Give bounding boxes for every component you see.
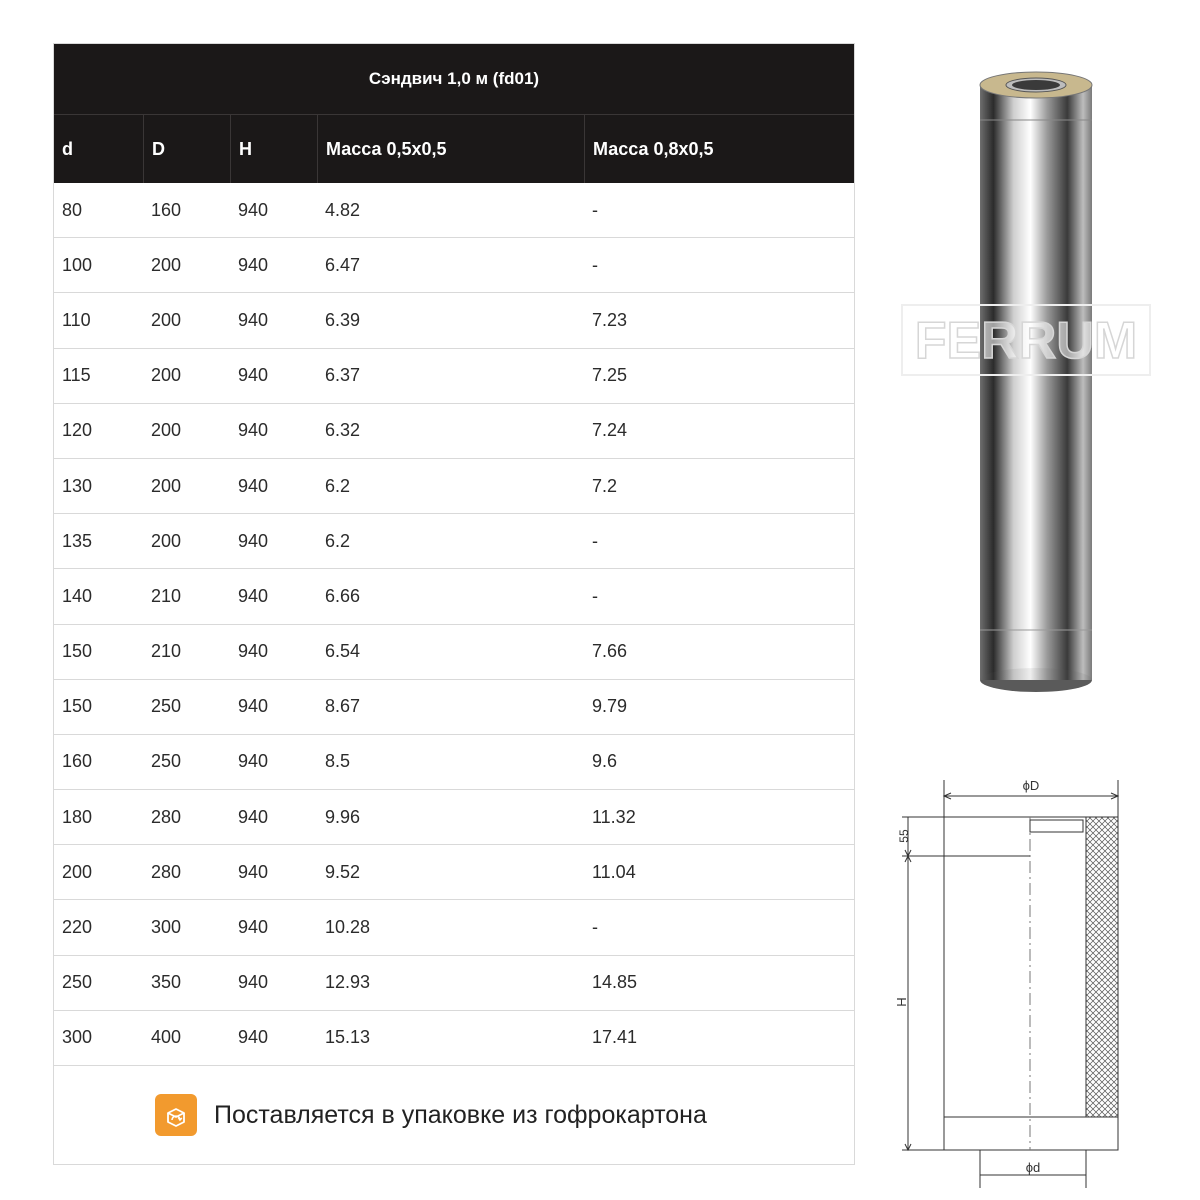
column-header: H	[230, 115, 317, 183]
spec-table	[53, 43, 855, 1165]
table-cell: 7.66	[592, 641, 628, 662]
table-cell: 110	[62, 309, 91, 330]
table-row	[54, 404, 854, 459]
table-cell: 6.54	[325, 641, 361, 662]
table-cell: 9.6	[592, 751, 618, 772]
table-cell: 100	[62, 254, 93, 275]
table-row	[54, 1011, 854, 1066]
table-cell: 940	[238, 420, 269, 441]
pipe-body	[980, 72, 1092, 692]
table-cell: 940	[238, 199, 269, 220]
table-cell: -	[592, 585, 598, 606]
column-header: D	[143, 115, 230, 183]
table-row	[54, 459, 854, 514]
table-cell: 8.67	[325, 696, 361, 717]
table-cell: 350	[151, 972, 182, 993]
table-cell: 17.41	[592, 1027, 638, 1048]
outer-diameter-label: ϕD	[1022, 778, 1040, 793]
table-cell: 6.2	[325, 475, 351, 496]
table-cell: -	[592, 199, 598, 220]
table-title: Сэндвич 1,0 м (fd01)	[54, 44, 854, 114]
table-row	[54, 680, 854, 735]
table-cell: 200	[151, 309, 182, 330]
table-cell: 280	[151, 806, 182, 827]
table-cell: 210	[151, 585, 182, 606]
packaging-note	[54, 1066, 854, 1164]
table-cell: 200	[151, 530, 182, 551]
table-cell: 940	[238, 585, 269, 606]
watermark-text: FERRUM	[914, 312, 1138, 370]
table-cell: 940	[238, 917, 269, 938]
table-cell: -	[592, 254, 598, 275]
table-cell: 160	[151, 199, 182, 220]
column-header: Масса 0,8х0,5	[584, 115, 854, 183]
table-cell: 7.25	[592, 365, 628, 386]
table-row	[54, 183, 854, 238]
table-cell: 210	[151, 641, 182, 662]
column-header: Масса 0,5х0,5	[317, 115, 584, 183]
table-cell: 130	[62, 475, 93, 496]
table-cell: 8.5	[325, 751, 351, 772]
table-row	[54, 956, 854, 1011]
table-cell: -	[592, 917, 598, 938]
table-row	[54, 569, 854, 624]
table-cell: 10.28	[325, 917, 371, 938]
table-row	[54, 845, 854, 900]
table-row	[54, 293, 854, 348]
table-cell: 7.2	[592, 475, 618, 496]
table-cell: 220	[62, 917, 93, 938]
table-cell: 280	[151, 861, 182, 882]
table-cell: 940	[238, 751, 269, 772]
table-cell: 9.79	[592, 696, 628, 717]
chimney-pipe-photo	[900, 30, 1165, 700]
table-cell: 9.52	[325, 861, 361, 882]
table-cell: 200	[62, 861, 93, 882]
table-cell: 940	[238, 641, 269, 662]
table-row	[54, 735, 854, 790]
socket-length-label: 55	[897, 829, 911, 843]
table-cell: 160	[62, 751, 93, 772]
column-header: d	[62, 138, 73, 159]
table-row	[54, 349, 854, 404]
ferrum-watermark	[902, 305, 1150, 375]
table-cell: 940	[238, 309, 269, 330]
table-cell: 940	[238, 475, 269, 496]
table-cell: 200	[151, 254, 182, 275]
inner-diameter-label: ϕd	[1025, 1160, 1041, 1175]
table-cell: 120	[62, 420, 93, 441]
table-row	[54, 514, 854, 569]
table-cell: 140	[62, 585, 93, 606]
table-cell: 940	[238, 972, 269, 993]
table-cell: 250	[151, 751, 182, 772]
table-cell: 200	[151, 420, 182, 441]
table-cell: 250	[62, 972, 93, 993]
table-cell: 150	[62, 641, 93, 662]
table-cell: 200	[151, 475, 182, 496]
table-cell: 250	[151, 696, 182, 717]
table-cell: 6.2	[325, 530, 351, 551]
table-cell: 6.32	[325, 420, 361, 441]
table-cell: 940	[238, 254, 269, 275]
table-cell: 11.04	[592, 861, 636, 882]
table-row	[54, 625, 854, 680]
table-cell: 300	[62, 1027, 93, 1048]
table-cell: 7.24	[592, 420, 628, 441]
table-cell: 400	[151, 1027, 182, 1048]
table-row	[54, 238, 854, 293]
table-cell: 6.66	[325, 585, 361, 606]
table-cell: 12.93	[325, 972, 371, 993]
table-cell: -	[592, 530, 598, 551]
table-row	[54, 790, 854, 845]
table-header-row	[54, 114, 854, 183]
table-row	[54, 900, 854, 955]
packaging-text: Поставляется в упаковке из гофрокартона	[214, 1100, 707, 1129]
table-cell: 300	[151, 917, 182, 938]
table-cell: 9.96	[325, 806, 361, 827]
table-body	[54, 183, 854, 1066]
table-cell: 6.39	[325, 309, 361, 330]
table-cell: 80	[62, 199, 83, 220]
table-cell: 15.13	[325, 1027, 371, 1048]
table-cell: 14.85	[592, 972, 638, 993]
table-cell: 180	[62, 806, 93, 827]
table-cell: 4.82	[325, 199, 361, 220]
table-cell: 940	[238, 696, 269, 717]
table-cell: 150	[62, 696, 93, 717]
height-label: H	[894, 997, 909, 1007]
table-cell: 200	[151, 365, 182, 386]
table-cell: 940	[238, 861, 269, 882]
table-cell: 940	[238, 806, 269, 827]
table-cell: 6.37	[325, 365, 361, 386]
table-cell: 135	[62, 530, 93, 551]
technical-drawing	[880, 770, 1140, 1190]
table-cell: 6.47	[325, 254, 361, 275]
table-cell: 940	[238, 365, 269, 386]
table-cell: 7.23	[592, 309, 628, 330]
table-cell: 115	[62, 365, 91, 386]
table-cell: 11.32	[592, 806, 636, 827]
recycle-box-icon	[155, 1094, 197, 1136]
table-cell: 940	[238, 530, 269, 551]
table-cell: 940	[238, 1027, 269, 1048]
